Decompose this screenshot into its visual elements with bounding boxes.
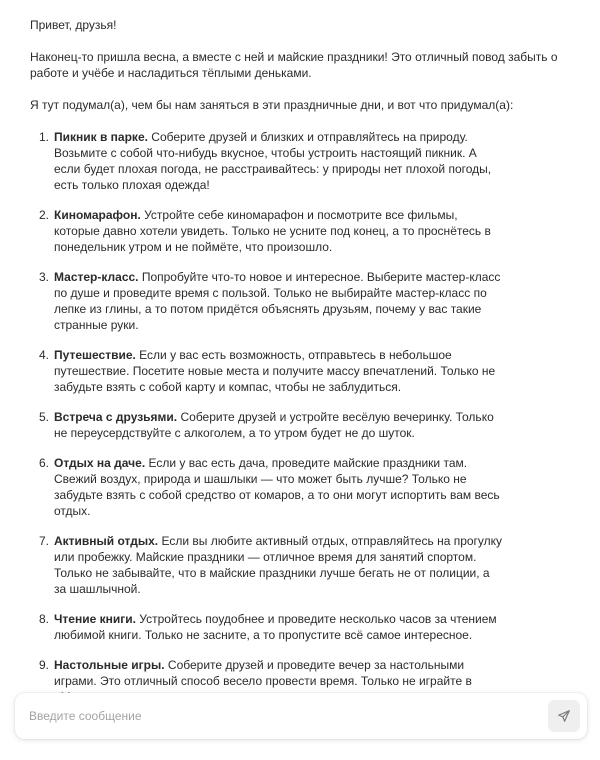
message-input[interactable]	[29, 706, 529, 726]
message-composer	[15, 693, 587, 739]
list-item-text: Попробуйте что-то новое и интересное. Выберите мастер-класс по душе и проведите время с пользой. Только не выбирайте мастер-класс по лепке из глины, а то потом придётся объяснять друзьям, почему у вас такие странные руки.	[54, 270, 501, 332]
message-intro: Наконец-то пришла весна, а вместе с ней и майские праздники! Это отличный повод забыть о работе и учёбе и насладиться тёплыми деньками.	[30, 50, 558, 80]
list-item	[39, 409, 504, 441]
list-item-title: Путешествие.	[54, 348, 136, 362]
list-item-number: 5.	[39, 410, 50, 424]
list-item-title: Киномарафон.	[54, 208, 141, 222]
list-item	[39, 533, 504, 597]
list-item-number: 6.	[39, 456, 50, 470]
message-greeting: Привет, друзья!	[30, 18, 117, 32]
list-item-title: Пикник в парке.	[54, 130, 148, 144]
list-item	[39, 129, 504, 193]
list-item-text: Устройте себе киномарафон и посмотрите все фильмы, которые давно хотели увидеть. Только не усните под конец, а то проснётесь в понедельник утром и не поймёте, что произошло.	[54, 208, 491, 254]
list-item-number: 2.	[39, 208, 50, 222]
list-item-title: Настольные игры.	[54, 658, 165, 672]
list-item-title: Встреча с друзьями.	[54, 410, 178, 424]
list-item	[39, 611, 504, 643]
list-item-text: Соберите друзей и близких и отправляйтесь на природу. Возьмите с собой что-нибудь вкусное, чтобы устроить настоящий пикник. А если будет плохая погода, не расстраивайтесь: у природы нет плохой погоды, есть только плохая одежда!	[54, 130, 492, 192]
list-item-number: 3.	[39, 270, 50, 284]
list-item	[39, 269, 504, 333]
list-item	[39, 207, 504, 255]
assistant-message	[30, 17, 578, 705]
list-item-title: Активный отдых.	[54, 534, 159, 548]
list-item-number: 4.	[39, 348, 50, 362]
list-item	[39, 455, 504, 519]
list-item-number: 1.	[39, 130, 50, 144]
list-item-text: Соберите друзей и устройте весёлую вечеринку. Только не переусердствуйте с алкоголем, а то утром будет не до шуток.	[54, 410, 494, 440]
list-item-text: Если у вас есть дача, проведите майские праздники там. Свежий воздух, природа и шашлыки — что может быть лучше? Только не забудьте взять с собой средство от комаров, а то они могут испортить вам весь отдых.	[54, 456, 500, 518]
list-item-title: Чтение книги.	[54, 612, 136, 626]
list-item-text: Если вы любите активный отдых, отправляйтесь на прогулку или пробежку. Майские праздники — отличное время для занятий спортом. Только не забывайте, что в майские праздники лучше бегать не от полиции, а за шашлычной.	[54, 534, 503, 596]
list-item-text: Если у вас есть возможность, отправьтесь в небольшое путешествие. Посетите новые места и получите массу впечатлений. Только не забудьте взять с собой карту и компас, чтобы не заблудиться.	[54, 348, 496, 394]
list-item-number: 7.	[39, 534, 50, 548]
send-button[interactable]	[548, 700, 580, 732]
list-item-text: Устройтесь поудобнее и проведите несколько часов за чтением любимой книги. Только не засните, а то пропустите всё самое интересное.	[54, 612, 497, 642]
list-item-number: 9.	[39, 658, 50, 672]
ideas-list	[30, 129, 578, 705]
list-item-title: Мастер-класс.	[54, 270, 139, 284]
send-icon	[557, 709, 571, 723]
list-item	[39, 347, 504, 395]
chat-history[interactable]	[30, 17, 578, 687]
list-item-text: Соберите друзей и проведите вечер за настольными играми. Это отличный способ весело провести время. Только не играйте в	[54, 658, 472, 688]
list-item-number: 8.	[39, 612, 50, 626]
message-lead: Я тут подумал(а), чем бы нам заняться в эти праздничные дни, и вот что придумал(а):	[30, 98, 514, 112]
list-item-title: Отдых на даче.	[54, 456, 146, 470]
